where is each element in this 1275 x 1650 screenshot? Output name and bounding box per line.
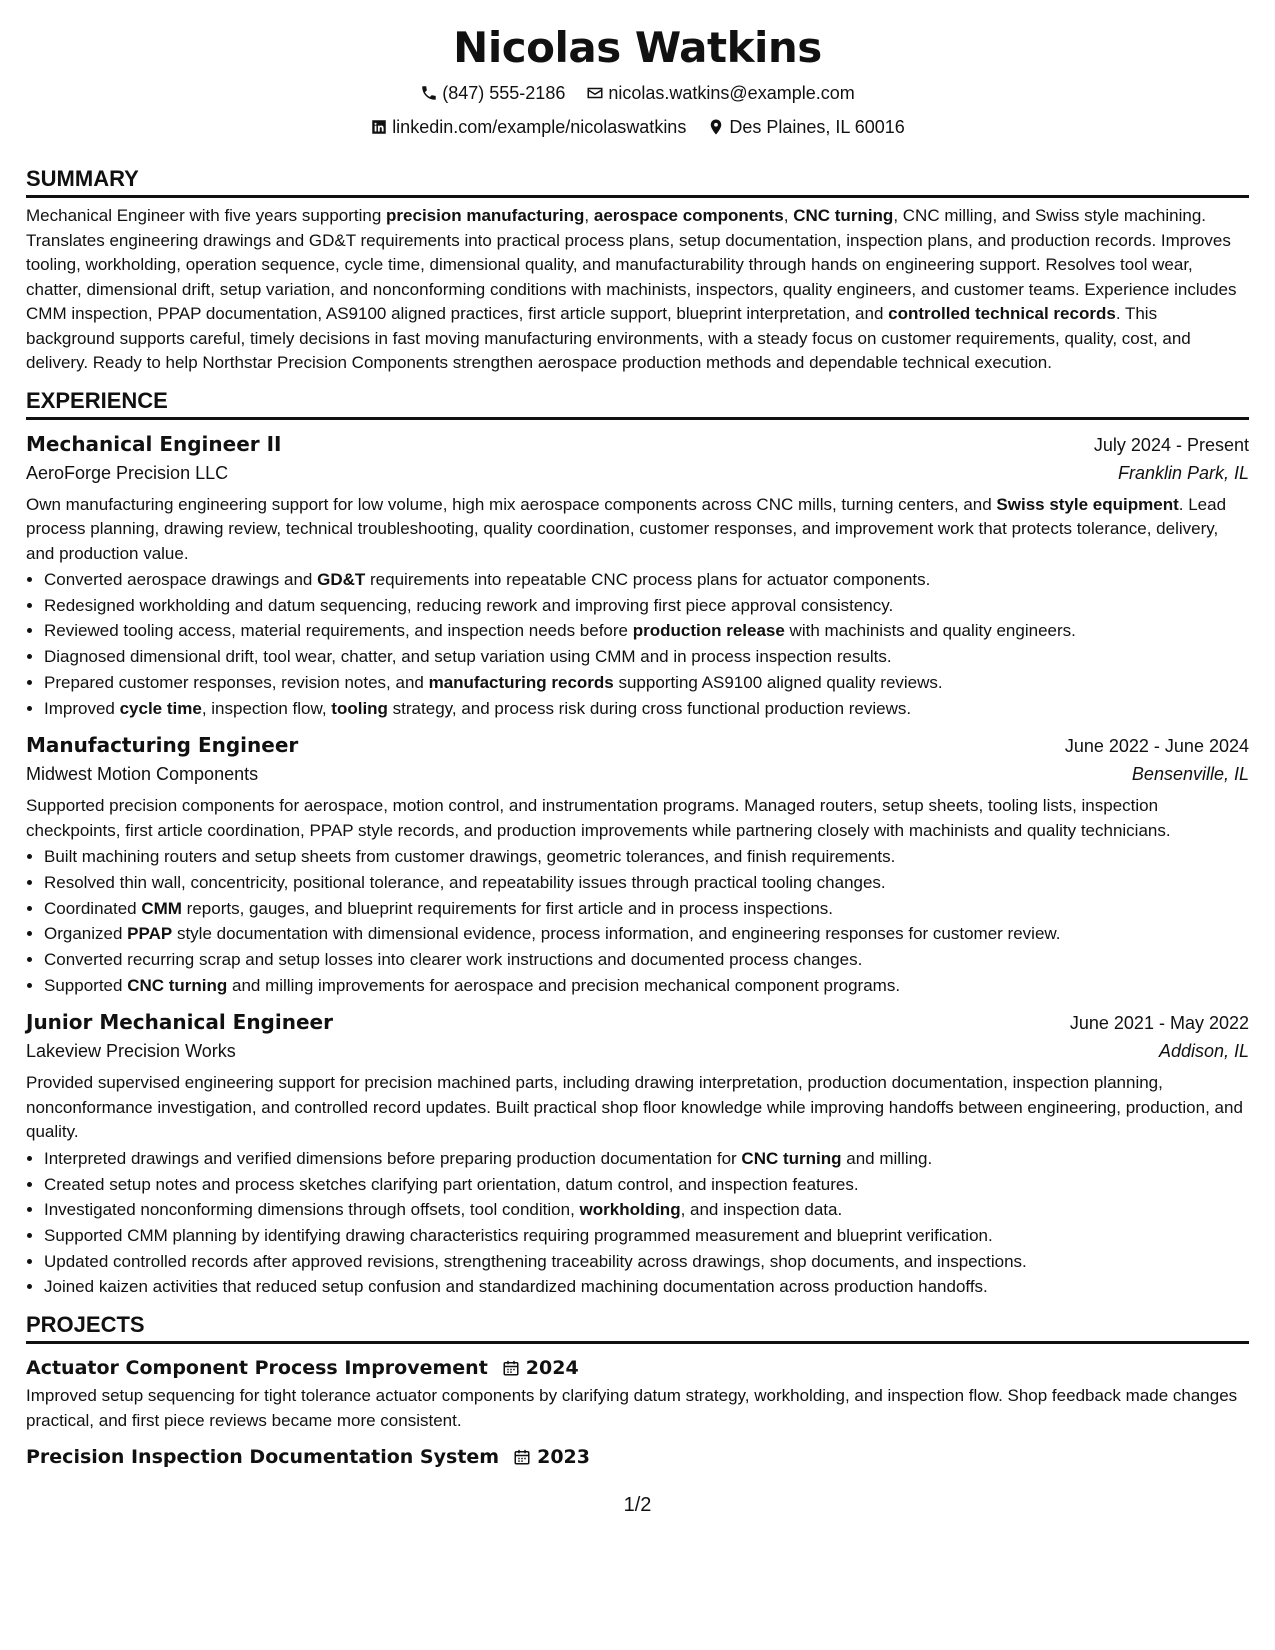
project-description: Improved setup sequencing for tight tolerance actuator components by clarifying datum strategy, workholding, and inspection flow. Shop feedback made changes practical, and first piece reviews became more consistent. — [26, 1386, 1238, 1430]
bold-keyword: aerospace components — [593, 206, 784, 225]
bullet-item — [44, 670, 1249, 696]
text-run: requirements into repeatable CNC process plans for actuator components. — [365, 570, 931, 589]
project-title: Precision Inspection Documentation System — [26, 1446, 500, 1469]
job-title: Junior Mechanical Engineer — [26, 1010, 333, 1035]
bold-keyword: CNC turning — [741, 1148, 842, 1168]
job-dates: July 2024 - Present — [1093, 434, 1249, 455]
job-bullets — [26, 844, 1249, 998]
text-run: Resolved thin wall, concentricity, positional tolerance, and repeatability issues through practical tooling changes. — [44, 872, 886, 892]
bold-keyword: manufacturing records — [428, 672, 614, 692]
bullet-item — [44, 896, 1249, 922]
bullet-item — [44, 593, 1249, 619]
bullet-item — [44, 618, 1249, 644]
linkedin-url: linkedin.com/example/nicolaswatkins — [392, 117, 687, 137]
job-title-row — [26, 430, 1249, 459]
resume-page — [26, 22, 1249, 1471]
summary-section — [26, 166, 1249, 376]
bold-keyword: workholding — [579, 1200, 681, 1220]
phone-number: (847) 555-2186 — [442, 83, 566, 103]
bold-keyword: GD&T — [317, 570, 366, 589]
project-year: 2023 — [537, 1446, 590, 1469]
job-location: Bensenville, IL — [1131, 764, 1249, 785]
summary-text — [26, 204, 1249, 376]
candidate-name: Nicolas Watkins — [453, 23, 822, 72]
section-title-summary: SUMMARY — [26, 166, 1249, 198]
text-run: Converted recurring scrap and setup losses into clearer work instructions and documented process changes. — [44, 950, 863, 970]
phone-icon — [420, 84, 438, 102]
job-description — [26, 493, 1249, 567]
job-company: Midwest Motion Components — [26, 764, 259, 785]
section-title-projects: PROJECTS — [26, 1312, 1249, 1344]
map-pin-icon — [707, 118, 725, 136]
projects-section — [26, 1312, 1249, 1471]
contact-email[interactable] — [586, 80, 854, 106]
bullet-item — [44, 921, 1249, 947]
project-title: Actuator Component Process Improvement — [26, 1357, 488, 1380]
email-address: nicolas.watkins@example.com — [608, 83, 855, 103]
job-description — [26, 794, 1249, 843]
bullet-item — [44, 1197, 1249, 1223]
text-run: Mechanical Engineer with five years supporting — [26, 206, 387, 225]
bullet-item — [44, 973, 1249, 999]
job-title: Mechanical Engineer II — [26, 431, 282, 456]
mail-icon — [586, 84, 604, 102]
text-run: Improved — [44, 698, 120, 718]
job-bullets — [26, 567, 1249, 721]
contact-location — [707, 114, 904, 140]
text-run: Built machining routers and setup sheets from customer drawings, geometric tolerances, and finish requirements. — [44, 847, 896, 867]
text-run: reports, gauges, and blueprint requirements for first article and in process inspections. — [181, 898, 834, 918]
project-header — [26, 1354, 1249, 1382]
experience-section — [26, 388, 1249, 1301]
job-title: Manufacturing Engineer — [26, 733, 299, 758]
bullet-item — [44, 844, 1249, 870]
bullet-item — [44, 1172, 1249, 1198]
text-run: Prepared customer responses, revision notes, and — [44, 672, 429, 692]
calendar-icon — [502, 1359, 520, 1377]
job-company-row — [26, 1037, 1249, 1065]
text-run: Reviewed tooling access, material requirements, and inspection needs before — [44, 621, 633, 641]
text-run: Updated controlled records after approved revisions, strengthening traceability across drawings, shop documents, and inspections. — [44, 1251, 1027, 1271]
linkedin-icon — [370, 118, 388, 136]
text-run: Created setup notes and process sketches clarifying part orientation, datum control, and inspection features. — [44, 1174, 859, 1194]
job-title-row — [26, 731, 1249, 760]
text-run: Joined kaizen activities that reduced setup confusion and standardized machining documentation across production handoffs. — [44, 1277, 988, 1297]
bold-keyword: PPAP — [127, 924, 173, 944]
text-run: , inspection flow, — [201, 698, 332, 718]
contact-phone — [420, 80, 565, 106]
bold-keyword: controlled technical records — [888, 304, 1116, 323]
section-title-experience: EXPERIENCE — [26, 388, 1249, 420]
text-run: Organized — [44, 924, 128, 944]
job-entry — [26, 731, 1249, 998]
bold-keyword: tooling — [331, 698, 388, 718]
text-run: Redesigned workholding and datum sequencing, reducing rework and improving first piece approval consistency. — [44, 595, 894, 615]
job-dates: June 2022 - June 2024 — [1064, 736, 1249, 757]
text-run: Provided supervised engineering support for precision machined parts, including drawing interpretation, production documentation, inspection planning, nonconformance investigation, and controlled record updates. Built practical shop floor knowledge while improving handoffs between engineering, production, and quality. — [26, 1073, 1243, 1142]
bullet-item — [44, 947, 1249, 973]
text-run: strategy, and process risk during cross functional production reviews. — [387, 698, 912, 718]
project-year: 2024 — [525, 1357, 579, 1380]
job-entry — [26, 1008, 1249, 1300]
resume-header — [26, 22, 1249, 143]
bullet-item — [44, 870, 1249, 896]
bold-keyword: cycle time — [119, 698, 202, 718]
job-company: AeroForge Precision LLC — [26, 462, 229, 483]
text-run: style documentation with dimensional evidence, process information, and engineering responses for customer review. — [172, 924, 1061, 944]
bullet-item — [44, 567, 1249, 593]
bold-keyword: production release — [632, 621, 785, 641]
text-run: , — [584, 206, 594, 225]
text-run: , and inspection data. — [680, 1200, 843, 1220]
bold-keyword: CNC turning — [793, 206, 894, 225]
bullet-item — [44, 1274, 1249, 1300]
contact-line-2 — [26, 114, 1249, 143]
bullet-item — [44, 1249, 1249, 1275]
page-number: 1/2 — [623, 1494, 652, 1516]
text-run: Supported CMM planning by identifying drawing characteristics requiring programmed measurement and blueprint verification. — [44, 1226, 993, 1246]
job-title-row — [26, 1008, 1249, 1037]
text-run: with machinists and quality engineers. — [784, 621, 1076, 641]
job-company-row — [26, 459, 1249, 487]
text-run: Diagnosed dimensional drift, tool wear, chatter, and setup variation using CMM and in process inspection results. — [44, 647, 892, 667]
location-text: Des Plaines, IL 60016 — [729, 117, 905, 137]
job-bullets — [26, 1146, 1249, 1300]
text-run: and milling. — [841, 1148, 933, 1168]
project-entry — [26, 1354, 1249, 1433]
text-run: Supported precision components for aerospace, motion control, and instrumentation programs. Managed routers, setup sheets, tooling lists, inspection checkpoints, first article coordination, PPAP style records, and production improvements while partnering closely with machinists and quality technicians. — [26, 796, 1171, 840]
text-run: . Lead process planning, drawing review, technical troubleshooting, quality coordination, customer responses, and improvement work that protects tolerance, delivery, and production value. — [26, 494, 1227, 563]
text-run: Interpreted drawings and verified dimensions before preparing production documentation for — [44, 1148, 742, 1168]
text-run: , CNC milling, and Swiss style machining. Translates engineering drawings and GD&T requirements into practical process plans, setup documentation, inspection plans, and production records. Improves tooling, workholding, operation sequence, cycle time, dimensional quality, and manufacturability through hands on engineering support. Resolves tool wear, chatter, dimensional drift, setup variation, and nonconforming conditions with machinists, inspectors, quality engineers, and customer teams. Experience includes CMM inspection, PPAP documentation, AS9100 aligned practices, first article support, blueprint interpretation, and — [26, 206, 1237, 323]
job-company: Lakeview Precision Works — [26, 1041, 236, 1062]
contact-linkedin[interactable] — [370, 114, 686, 140]
calendar-icon — [513, 1448, 531, 1466]
bullet-item — [44, 696, 1249, 722]
bold-keyword: Swiss style equipment — [996, 494, 1179, 514]
text-run: and milling improvements for aerospace and precision mechanical component programs. — [227, 975, 901, 995]
job-location: Addison, IL — [1158, 1041, 1249, 1062]
job-location: Franklin Park, IL — [1117, 462, 1249, 483]
project-header — [26, 1443, 1249, 1471]
bold-keyword: CMM — [141, 898, 182, 918]
bullet-item — [44, 1146, 1249, 1172]
text-run: , — [783, 206, 794, 225]
project-entry — [26, 1443, 1249, 1471]
text-run: Investigated nonconforming dimensions through offsets, tool condition, — [44, 1200, 580, 1220]
job-company-row — [26, 760, 1249, 788]
bold-keyword: CNC turning — [127, 975, 228, 995]
job-entry — [26, 430, 1249, 722]
bold-keyword: precision manufacturing — [386, 206, 585, 225]
text-run: Supported — [44, 975, 128, 995]
text-run: Converted aerospace drawings and — [44, 570, 318, 589]
job-dates: June 2021 - May 2022 — [1069, 1013, 1249, 1034]
text-run: Coordinated — [44, 898, 142, 918]
job-description — [26, 1071, 1249, 1145]
contact-line-1 — [26, 80, 1249, 109]
bullet-item — [44, 644, 1249, 670]
text-run: Own manufacturing engineering support for low volume, high mix aerospace components across CNC mills, turning centers, and — [26, 494, 997, 514]
bullet-item — [44, 1223, 1249, 1249]
text-run: . This background supports careful, timely decisions in fast moving manufacturing environments, with a steady focus on customer requirements, quality, cost, and delivery. Ready to help Northstar Precision Components strengthen aerospace production methods and dependable technical execution. — [26, 304, 1191, 372]
text-run: supporting AS9100 aligned quality reviews. — [613, 672, 943, 692]
